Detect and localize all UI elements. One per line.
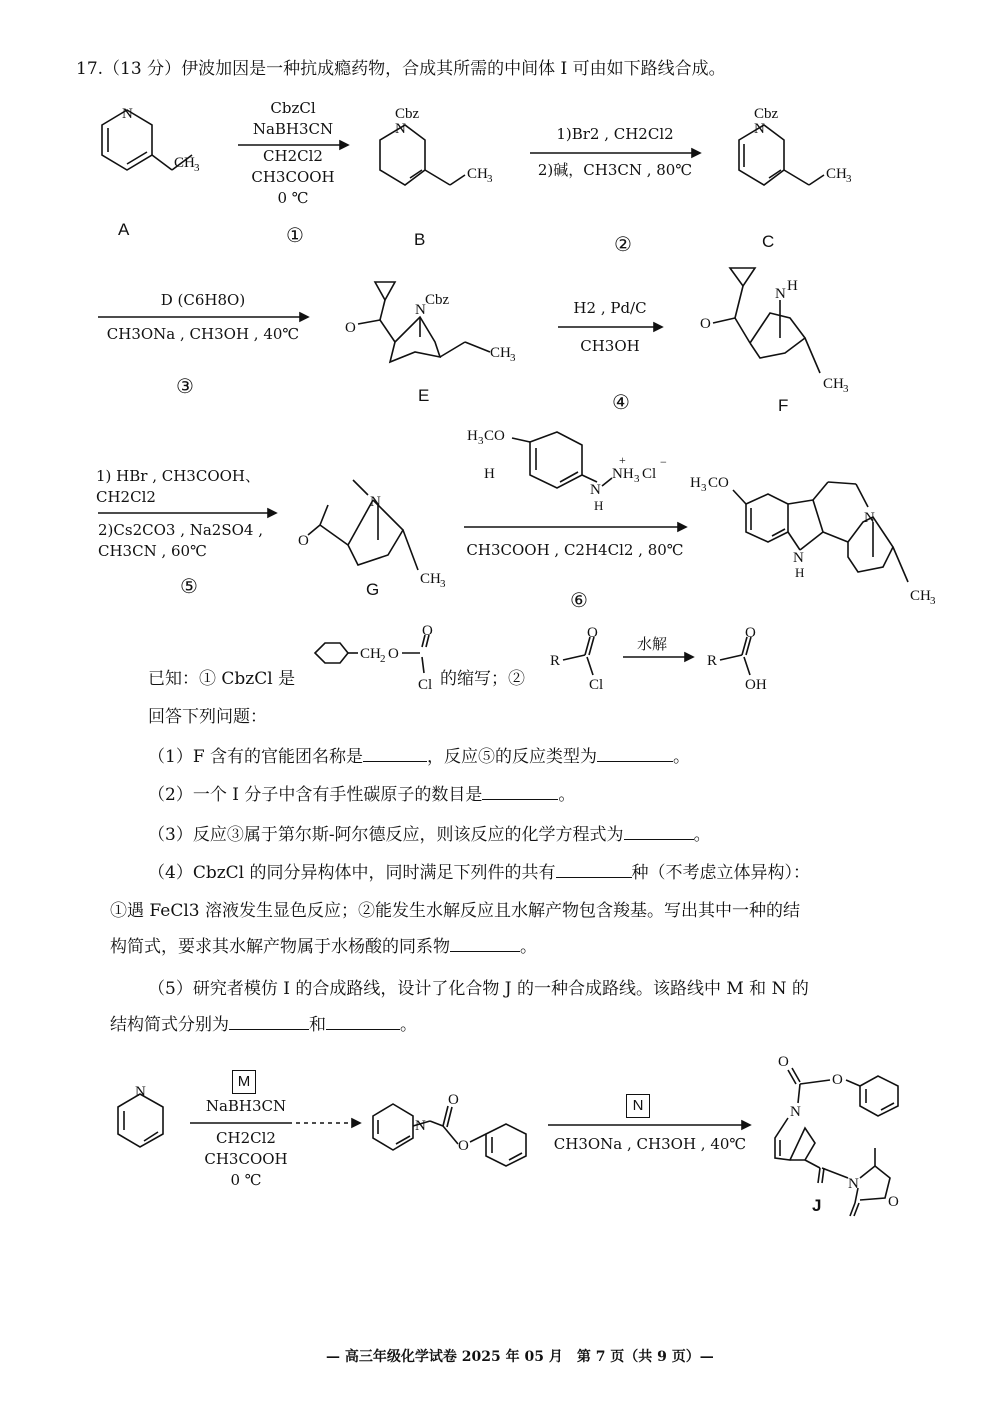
svg-text:N: N — [793, 550, 804, 566]
question-4-req: 构简式，要求其水解产物属于水杨酸的同系物 。 — [110, 937, 537, 957]
svg-text:O: O — [745, 625, 756, 641]
svg-text:CH: CH — [174, 155, 195, 171]
svg-text:N: N — [415, 1118, 426, 1134]
known-suffix: 的缩写；② — [440, 669, 525, 689]
compound-i-structure — [688, 462, 958, 612]
step2-number: ② — [614, 232, 632, 256]
svg-text:CO: CO — [708, 475, 729, 491]
reagent-h-structure — [462, 420, 692, 520]
route2-cond2: CH3ONa , CH3OH , 40℃ — [553, 1135, 747, 1153]
svg-text:3: 3 — [478, 435, 484, 447]
svg-text:O: O — [458, 1138, 469, 1154]
step4-top: H2 , Pd/C — [573, 299, 647, 317]
svg-text:Cbz: Cbz — [395, 106, 420, 122]
svg-text:Cl: Cl — [589, 677, 604, 693]
compound-g-structure — [298, 470, 468, 590]
svg-text:Cbz: Cbz — [754, 106, 779, 122]
step4-arrow — [556, 320, 666, 334]
svg-text:H: H — [795, 565, 805, 580]
svg-text:O: O — [388, 646, 399, 662]
svg-text:−: − — [660, 455, 667, 469]
label-a: A — [118, 220, 130, 239]
step5-number: ⑤ — [180, 574, 198, 598]
svg-text:N: N — [415, 302, 426, 318]
svg-text:O: O — [587, 625, 598, 641]
step3-bottom: CH3ONa , CH3OH , 40℃ — [106, 325, 300, 343]
svg-text:2: 2 — [380, 653, 386, 665]
svg-text:Cbz: Cbz — [425, 292, 450, 308]
svg-text:O: O — [778, 1054, 789, 1070]
cbz-structure — [310, 625, 450, 695]
svg-text:H: H — [594, 498, 604, 513]
svg-text:+: + — [619, 453, 626, 467]
svg-text:3: 3 — [930, 595, 936, 607]
q2-blank — [482, 798, 558, 800]
label-f: F — [778, 396, 789, 415]
page-footer: — 高三年级化学试卷 2025 年 05 月 第 7 页（共 9 页）— — [326, 1349, 714, 1365]
step5-top: 1) HBr , CH3COOH、 CH2Cl2 — [96, 467, 260, 506]
svg-text:3: 3 — [487, 173, 493, 185]
svg-text:O: O — [700, 316, 711, 332]
compound-f-structure — [695, 258, 875, 398]
svg-text:O: O — [298, 533, 309, 549]
svg-text:N: N — [848, 1176, 859, 1192]
label-g: G — [366, 580, 380, 599]
svg-text:3: 3 — [510, 352, 516, 364]
cbz-cl: Cl — [418, 677, 433, 693]
svg-text:3: 3 — [701, 482, 707, 494]
svg-text:CH: CH — [826, 166, 847, 182]
q4-blank-1 — [556, 876, 632, 878]
svg-text:Cl: Cl — [642, 466, 657, 482]
step1-arrow — [236, 138, 352, 152]
compound-e-structure — [340, 262, 530, 382]
svg-text:R: R — [550, 653, 561, 669]
step1-number: ① — [286, 223, 304, 247]
h-label: H — [484, 466, 495, 482]
known-prefix: 已知：① CbzCl 是 — [148, 669, 296, 689]
question-2: （2）一个 I 分子中含有手性碳原子的数目是 。 — [148, 785, 576, 805]
step1-conditions: CbzCl NaBH3CN CH2Cl2 CH3COOH 0 ℃ — [251, 99, 335, 207]
step6-bottom: CH3COOH , C2H4Cl2 , 80℃ — [466, 541, 684, 559]
step6-arrow — [462, 520, 690, 534]
question-5-answer: 结构简式分别为 和 。 — [110, 1015, 417, 1035]
reagent-m-box: M — [232, 1070, 256, 1094]
svg-text:OH: OH — [745, 677, 767, 693]
svg-text:CH: CH — [910, 588, 931, 604]
q1-blank-1 — [363, 760, 427, 762]
q5-blank-n — [326, 1028, 400, 1030]
step2-arrow — [528, 146, 704, 160]
svg-text:3: 3 — [634, 473, 640, 485]
svg-text:O: O — [832, 1072, 843, 1088]
q3-blank — [624, 838, 694, 840]
svg-text:H: H — [467, 428, 478, 444]
compound-a-structure — [72, 100, 222, 200]
question-4-conditions: ①遇 FeCl3 溶液发生显色反应；②能发生水解反应且水解产物包含羧基。写出其中一种的结 — [110, 901, 800, 921]
svg-text:N: N — [590, 482, 601, 498]
svg-text:CH: CH — [360, 646, 381, 662]
route2-arrow-2 — [546, 1118, 756, 1132]
step3-arrow — [96, 310, 312, 324]
step4-bottom: CH3OH — [580, 337, 640, 355]
compound-b-structure — [365, 100, 515, 200]
svg-text:N: N — [754, 121, 765, 137]
step2-bottom: 2)碱，CH3CN , 80℃ — [537, 161, 693, 179]
question-5: （5）研究者模仿 I 的合成路线，设计了化合物 J 的一种合成路线。该路线中 M 和 N 的 — [148, 979, 809, 999]
svg-text:O: O — [888, 1194, 899, 1210]
step4-number: ④ — [612, 390, 630, 414]
label-j: J — [812, 1196, 822, 1215]
step3-top: D (C6H8O) — [160, 291, 246, 309]
svg-text:CH: CH — [823, 376, 844, 392]
compound-c-structure — [724, 100, 874, 200]
svg-text:CH: CH — [467, 166, 488, 182]
route2-cond1-bottom: CH2Cl2 CH3COOH 0 ℃ — [204, 1129, 288, 1189]
route2-cond1-top: NaBH3CN — [205, 1097, 287, 1115]
svg-text:3: 3 — [194, 162, 200, 174]
svg-text:O: O — [448, 1092, 459, 1108]
q5-blank-m — [229, 1028, 309, 1030]
svg-text:3: 3 — [846, 173, 852, 185]
svg-text:N: N — [395, 121, 406, 137]
label-c: C — [762, 232, 775, 251]
question-4: （4）CbzCl 的同分异构体中，同时满足下列件的共有 种（不考虑立体异构）： — [148, 863, 811, 883]
a-n-label: N — [122, 106, 133, 122]
q1-blank-2 — [597, 760, 673, 762]
svg-text:N: N — [775, 286, 786, 302]
step2-top: 1)Br2 , CH2Cl2 — [556, 125, 674, 143]
compound-j-structure — [760, 1048, 920, 1218]
q4-blank-2 — [450, 950, 520, 952]
step5-arrow — [96, 506, 280, 520]
svg-text:水解: 水解 — [637, 637, 668, 653]
svg-text:CH: CH — [490, 345, 511, 361]
pyridine-structure — [108, 1082, 178, 1162]
question-1: （1）F 含有的官能团名称是 ，反应⑤的反应类型为 。 — [148, 747, 691, 767]
label-e: E — [418, 386, 430, 405]
step5-bottom: 2)Cs2CO3 , Na2SO4 , CH3CN , 60℃ — [98, 521, 263, 560]
svg-text:N: N — [790, 1104, 801, 1120]
label-b: B — [414, 230, 426, 249]
reagent-n-box: N — [626, 1094, 650, 1118]
hydrolysis-scheme — [545, 625, 795, 695]
svg-text:3: 3 — [440, 578, 446, 590]
question-header: 17.（13 分）伊波加因是一种抗成瘾药物，合成其所需的中间体 I 可由如下路线合成。 — [76, 59, 726, 79]
svg-text:N: N — [864, 510, 875, 526]
step6-number: ⑥ — [570, 588, 588, 612]
dihydropyridine-carbamate — [368, 1086, 568, 1176]
svg-text:NH: NH — [612, 466, 634, 482]
svg-text:H: H — [787, 278, 798, 294]
step3-number: ③ — [176, 374, 194, 398]
svg-text:CH: CH — [420, 571, 441, 587]
svg-text:3: 3 — [843, 383, 849, 395]
svg-text:O: O — [345, 320, 356, 336]
svg-text:R: R — [707, 653, 718, 669]
question-3: （3）反应③属于第尔斯-阿尔德反应，则该反应的化学方程式为 。 — [148, 825, 711, 845]
svg-text:N: N — [370, 494, 381, 510]
svg-text:CO: CO — [484, 428, 505, 444]
svg-text:N: N — [135, 1084, 146, 1100]
svg-text:H: H — [690, 475, 701, 491]
svg-text:O: O — [422, 625, 433, 639]
questions-intro: 回答下列问题： — [148, 707, 267, 727]
